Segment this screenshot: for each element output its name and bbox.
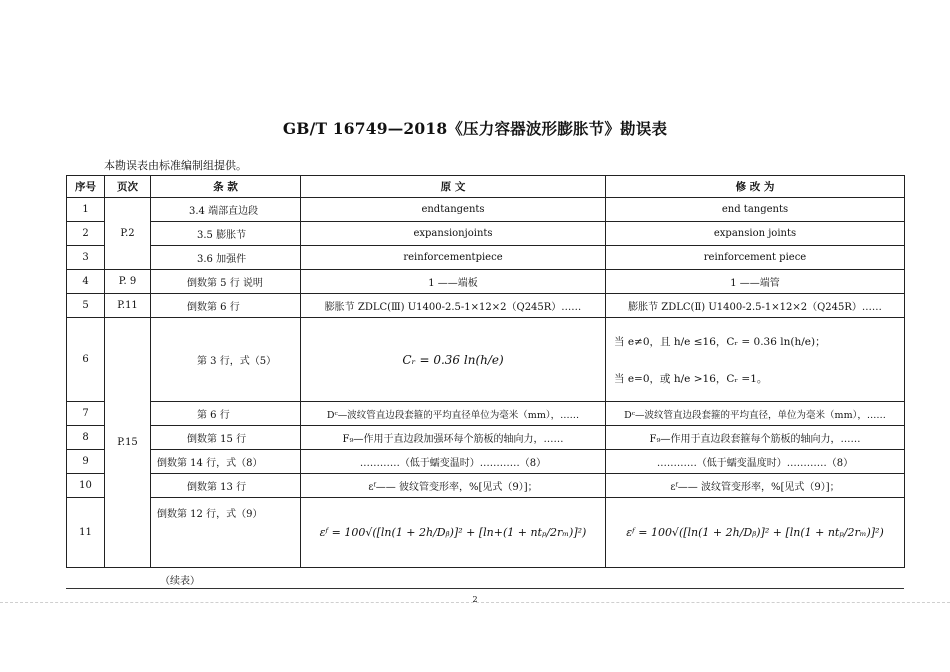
header-clause: 条 款 <box>151 176 301 198</box>
cell-clause: 3.6 加强件 <box>151 246 301 270</box>
cell-no: 2 <box>67 222 105 246</box>
cell-original: expansionjoints <box>301 222 606 246</box>
cell-revised: …………（低于蠕变温度时）…………（8） <box>606 450 905 474</box>
cell-revised-formula: εᶠ = 100√([ln(1 + 2h/Dᵦ)]² + [ln(1 + ntₚ/2rₘ)]²) <box>606 498 905 568</box>
cell-original: Dᶜ—波纹管直边段套箍的平均直径单位为毫米（mm），…… <box>301 402 606 426</box>
cell-clause: 第 6 行 <box>151 402 301 426</box>
cell-no: 7 <box>67 402 105 426</box>
table-row <box>67 498 905 568</box>
cell-revised: reinforcement piece <box>606 246 905 270</box>
cell-no: 9 <box>67 450 105 474</box>
table-header-row <box>67 176 905 198</box>
table-row <box>67 426 905 450</box>
cell-clause: 3.4 端部直边段 <box>151 198 301 222</box>
cell-revised: εᶠ—— 波纹管变形率，%[见式（9）]； <box>606 474 905 498</box>
cell-page: P.15 <box>105 318 151 568</box>
cell-original-formula: Cᵣ = 0.36 ln(h/e) <box>301 318 606 402</box>
cell-no: 6 <box>67 318 105 402</box>
cell-page: P.11 <box>105 294 151 318</box>
cell-original: εᶠ—— 彼纹管变形率，%[见式（9）]； <box>301 474 606 498</box>
cell-page: P.2 <box>105 198 151 270</box>
cell-original-formula: εᶠ = 100√([ln(1 + 2h/Dᵦ)]² + [ln+(1 + ntₚ/2rₘ)]²) <box>301 498 606 568</box>
header-no: 序号 <box>67 176 105 198</box>
table-row <box>67 402 905 426</box>
cell-clause: 倒数第 12 行，式（9） <box>151 498 301 568</box>
header-original: 原 文 <box>301 176 606 198</box>
header-revised: 修 改 为 <box>606 176 905 198</box>
cell-original: endtangents <box>301 198 606 222</box>
page-number: 2 <box>472 595 478 604</box>
table-row <box>67 450 905 474</box>
cell-clause: 第 3 行，式（5） <box>151 318 301 402</box>
continued-label: （续表） <box>160 576 200 587</box>
cell-page: P. 9 <box>105 270 151 294</box>
cell-no: 3 <box>67 246 105 270</box>
cell-original: reinforcementpiece <box>301 246 606 270</box>
cell-no: 8 <box>67 426 105 450</box>
table-row <box>67 222 905 246</box>
table-row <box>67 198 905 222</box>
table-row <box>67 318 905 402</box>
revised-condition-1: 当 e≠0，且 h/e ≤16，Cᵣ = 0.36 ln(h/e)； <box>614 335 826 348</box>
intro-text: 本勘误表由标准编制组提供。 <box>104 159 247 172</box>
cell-no: 5 <box>67 294 105 318</box>
header-page: 页次 <box>105 176 151 198</box>
cell-clause: 倒数第 15 行 <box>151 426 301 450</box>
cell-revised: 1 ——端管 <box>606 270 905 294</box>
cell-clause: 3.5 膨胀节 <box>151 222 301 246</box>
cell-revised-formula <box>606 318 905 402</box>
cell-revised: 膨胀节 ZDLC(Ⅱ) U1400-2.5-1×12×2（Q245R）…… <box>606 294 905 318</box>
cell-original: …………（低于蠕变温时）…………（8） <box>301 450 606 474</box>
cell-no: 11 <box>67 498 105 568</box>
revised-condition-2: 当 e=0，或 h/e >16，Cᵣ =1。 <box>614 372 768 385</box>
cell-no: 1 <box>67 198 105 222</box>
cell-clause: 倒数第 13 行 <box>151 474 301 498</box>
cell-revised: expansion joints <box>606 222 905 246</box>
cell-clause: 倒数第 6 行 <box>151 294 301 318</box>
cell-clause: 倒数第 5 行 说明 <box>151 270 301 294</box>
cell-no: 4 <box>67 270 105 294</box>
cell-original: F₉—作用于直边段加强环每个筋板的轴向力，…… <box>301 426 606 450</box>
page-break-divider <box>0 602 950 603</box>
cell-revised: F₉—作用于直边段套箍每个筋板的轴向力，…… <box>606 426 905 450</box>
table-row <box>67 474 905 498</box>
cell-original: 1 ——端板 <box>301 270 606 294</box>
document-title: GB/T 16749—2018《压力容器波形膨胀节》勘误表 <box>282 119 668 138</box>
cell-revised: end tangents <box>606 198 905 222</box>
cell-revised: Dᶜ—波纹管直边段套箍的平均直径，单位为毫米（mm），…… <box>606 402 905 426</box>
cell-original: 膨胀节 ZDLC(Ⅲ) U1400-2.5-1×12×2（Q245R）…… <box>301 294 606 318</box>
table-row <box>67 294 905 318</box>
errata-table <box>66 175 905 568</box>
table-row <box>67 270 905 294</box>
cell-clause: 倒数第 14 行，式（8） <box>151 450 301 474</box>
cell-no: 10 <box>67 474 105 498</box>
bottom-rule <box>66 588 904 589</box>
table-row <box>67 246 905 270</box>
